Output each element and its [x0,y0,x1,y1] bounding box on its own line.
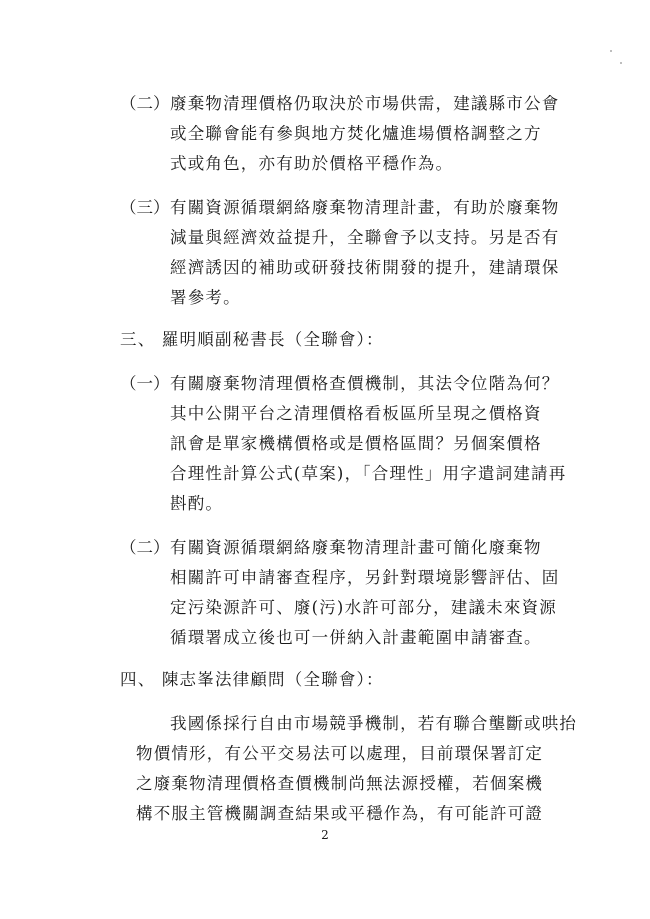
page-number: 2 [321,828,329,842]
text-line: 有關資源循環網絡廢棄物清理計畫，有助於廢棄物 [170,198,560,217]
item-marker: （一） [120,374,170,393]
text-line: 經濟誘因的補助或研發技術開發的提升，建請環保 [170,258,560,277]
text-line: 斟酌。 [170,494,224,513]
item-marker: （二） [120,538,170,557]
text-line: 或全聯會能有參與地方焚化爐進場價格調整之方 [170,124,542,143]
text-line: 有關資源循環網絡廢棄物清理計畫可簡化廢棄物 [170,538,542,557]
text-line: 之廢棄物清理價格查價機制尚無法源授權，若個案機 [136,774,544,793]
text-line: 物價情形，有公平交易法可以處理，目前環保署訂定 [136,744,544,763]
text-line: 其中公開平台之清理價格看板區所呈現之價格資 [170,404,542,423]
scan-speck [620,62,622,64]
text-line: 我國係採行自由市場競爭機制，若有聯合壟斷或哄抬 [170,714,578,733]
item-marker: （二） [120,94,170,113]
text-line: 減量與經濟效益提升，全聯會予以支持。另是否有 [170,228,560,247]
text-line: 相關許可申請審查程序，另針對環境影響評估、固 [170,568,560,587]
text-line: 合理性計算公式(草案)，「合理性」用字遣詞建請再 [170,464,567,483]
text-line: 循環署成立後也可一併納入計畫範圍申請審查。 [170,628,542,647]
text-line: 構不服主管機關調查結果或平穩作為，有可能許可證 [136,804,544,823]
text-line: 式或角色，亦有助於價格平穩作為。 [170,154,454,173]
text-line: 有關廢棄物清理價格查價機制，其法令位階為何？ [170,374,560,393]
text-line: 訊會是單家機構價格或是價格區間？另個案價格 [170,434,542,453]
text-line: 署參考。 [170,288,241,307]
section-heading-3: 三、 羅明順副秘書長（全聯會）： [120,330,384,349]
text-line: 廢棄物清理價格仍取決於市場供需，建議縣市公會 [170,94,560,113]
text-line: 定污染源許可、廢(污)水許可部分，建議未來資源 [170,598,557,617]
section-heading-4: 四、 陳志峯法律顧問（全聯會）： [120,670,384,689]
item-marker: （三） [120,198,170,217]
scan-speck [610,50,612,52]
